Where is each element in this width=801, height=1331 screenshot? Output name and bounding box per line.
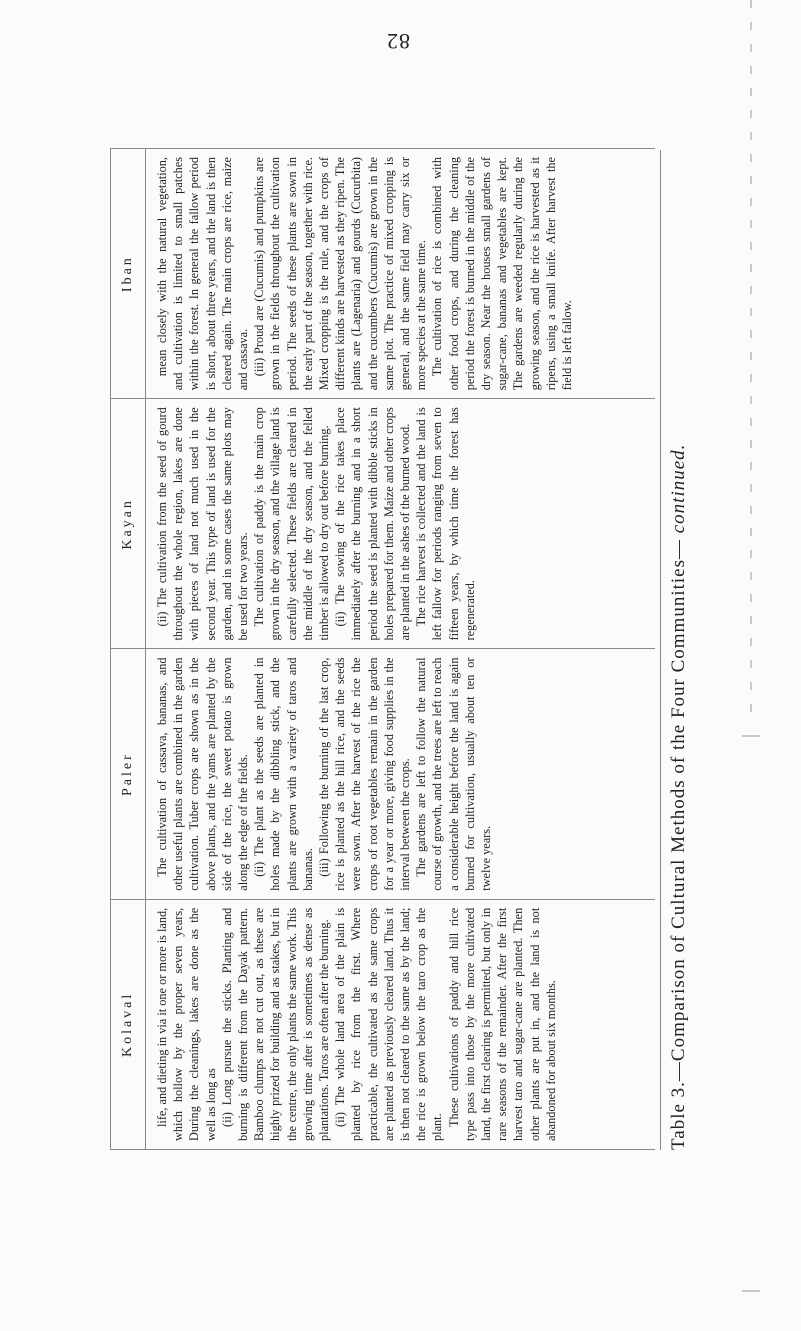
column-header: Iban [110,149,146,398]
column-paragraph: (ii) The sowing of the rice takes place immediately after the burning and in a short period the seed is planted with dibble sticks in holes prepared for them. Maize and other crops are planted in the ashes of the burned wood. [333,407,413,641]
column-header: Kayan [110,399,146,648]
column-paragraph: (ii) The whole land area of the plain is planted by rice from the first. Where practicable, the cultivated as the same crops are planted as previously cleared land. Thus it is then not cleared to the same as by the land; the rice is grown below the taro crop as the plant. [333,907,445,1141]
column-paragraph: (iii) Following the burning of the last crop, rice is planted as the hill rice, and the seeds were sown. After the harvest of the rice the crops of root vegetables remain in the garden for a year or more, giving food supplies in the interval between the crops. [317,657,413,891]
table-bottom-rule [660,150,661,1150]
cut-tick [742,735,760,737]
column-paragraph: These cultivations of paddy and hill rice type pass into those by the more cultivated land, the first clearing is permitted, but only in rare seasons of the remainder. After the first harvest taro and sugar-cane are planted. Then other plants are put in, and the land is not abandoned for about six months. [446,907,558,1141]
column-paragraph: (iii) Proud are (Cucumis) and pumpkins are grown in the fields throughout the cultivation period. The seeds of these plants are sown in the early part of the season, together with rice. Mixed cropping is the rule, and the crops of different kinds are harvested as they ripen. The plants are (Lagenaria) and gourds (Cucurbita) and the cucumbers (Cucumis) are grown in the same plot. The practice of mixed cropping is general, and the same field may carry six or more species at the same time. [252,157,429,391]
column-paragraph: life, and dieting in via it one or more is land, which hollow by the proper seven years, During the cleanings, lakes are done as the well as long as [155,907,218,1141]
table-columns [110,148,655,1150]
column-header: Kolaval [110,900,146,1149]
column-header: Paler [110,650,146,899]
table-title-main: Table 3.—Comparison of Cultural Methods of the Four Communities— [668,539,689,1150]
column-paragraph: mean closely with the natural vegetation, and cultivation is limited to small patches within the forest. In general the fallow period is short, about three years, and the land is then cleared again. The main crops are rice, maize and cassava. [155,157,251,391]
column-paragraph: (ii) Long pursue the sticks. Planting and burning is different from the Dayak pattern. Bamboo clumps are not cut out, as these are highly prized for building and as stakes, but in the centre, the only plants the same work. This growing time after is sometimes as dense as plantations. Taros are often after the burning. [219,907,332,1141]
column-paler [110,649,655,899]
cut-marks [750,0,752,720]
column-paragraph: The cultivation of rice is combined with other food crops, and during the cleaning period the forest is burned in the middle of the dry season. Near the houses small gardens of sugar-cane, bananas and vegetables are kept. The gardens are weeded regularly during the growing season, and the rice is harvested as it ripens, using a small knife. After harvest the field is left fallow. [430,157,575,391]
table-title [668,150,690,1150]
page-number: 82 [386,29,410,54]
column-kayan [110,398,655,648]
column-body [146,399,655,648]
column-paragraph: The cultivation of paddy is the main crop grown in the dry season, and the village land is carefully selected. These fields are cleared in the middle of the dry season, and the felled timber is allowed to dry out before burning. [252,407,332,641]
column-paragraph: (ii) The cultivation from the seed of gourd throughout the whole region, lakes are done with pieces of land not much used in the second year. This type of land is used for the garden, and in some cases the same plots may be used for two years. [155,407,251,641]
column-body [146,650,655,899]
column-paragraph: (ii) The plant as the seeds are planted in holes made by the dibbling stick, and the plants are grown with a variety of taros and bananas. [252,657,315,891]
rotated-table [100,90,700,1210]
column-iban [110,149,655,398]
table-title-continued: continued. [668,443,689,534]
cut-tick [742,1290,760,1292]
column-body [146,149,655,398]
column-paragraph: The gardens are left to follow the natural course of growth, and the trees are left to reach a considerable height before the land is again burned for cultivation, usually about ten or twelve years. [414,657,494,891]
column-paragraph: The cultivation of cassava, bananas, and other useful plants are combined in the garden cultivation. Tuber crops are shown as in the above plants, and the yams are planted by the side of the rice, the sweet potato is grown along the edge of the fields. [155,657,251,891]
column-body [146,900,655,1149]
column-paragraph: The rice harvest is collected and the land is left fallow for periods ranging from seven to fifteen years, by which time the forest has regenerated. [414,407,477,641]
column-kolaval [110,899,655,1149]
